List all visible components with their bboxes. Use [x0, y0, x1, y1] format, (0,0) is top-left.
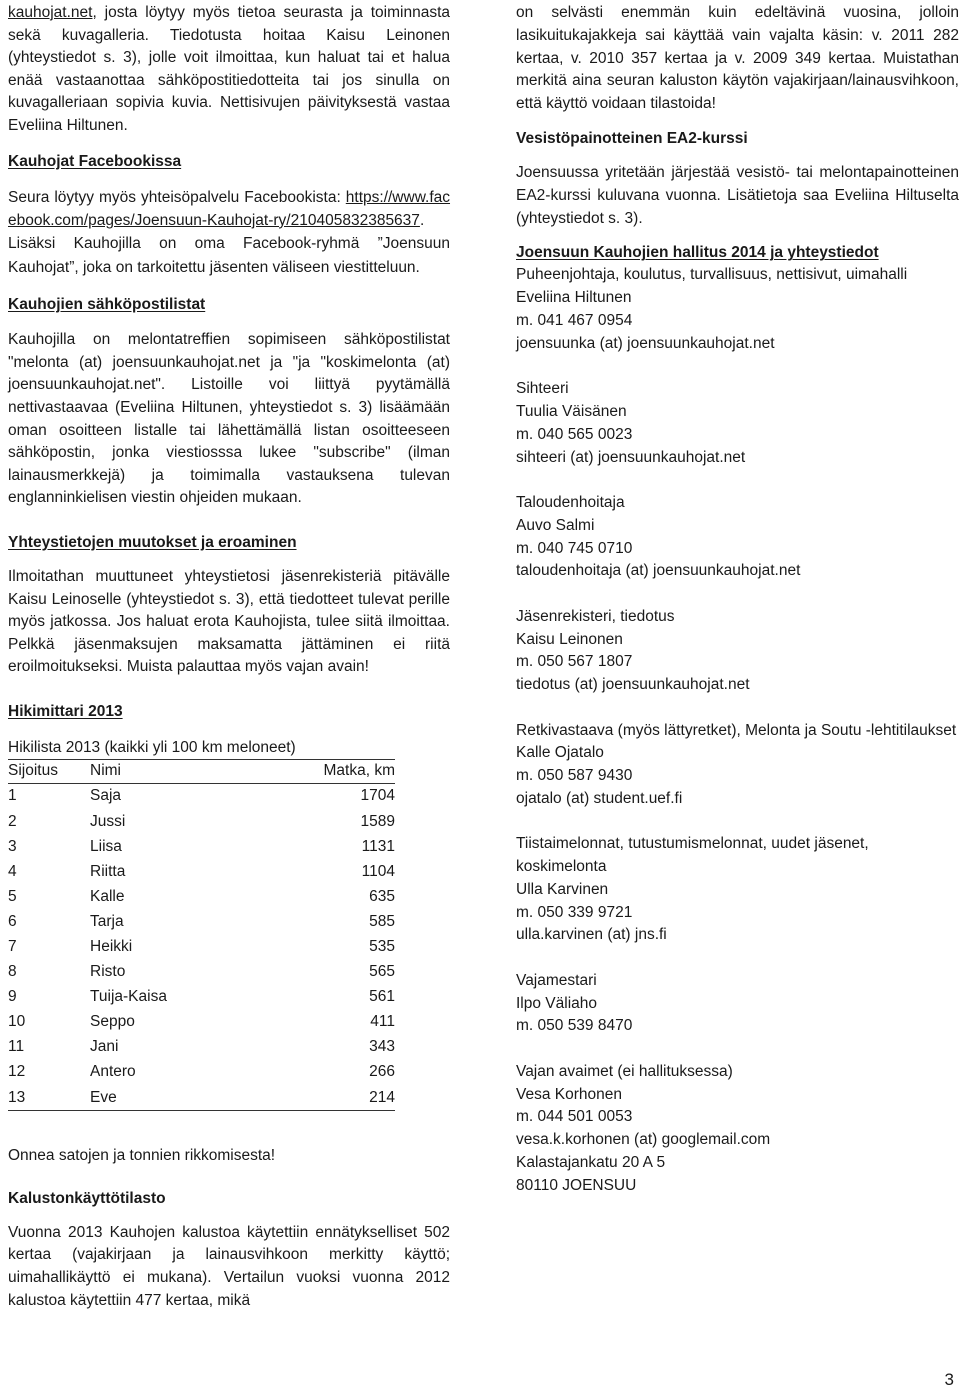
name-cell: Nimi — [90, 759, 240, 783]
distance-cell: 561 — [369, 988, 395, 1006]
rank-cell: 10 — [8, 1013, 26, 1031]
contact-line: 80110 JOENSUU — [516, 1176, 637, 1194]
facebook-text-before: Seura löytyy myös yhteisöpalvelu Facebookista: — [8, 188, 341, 206]
name-cell: Seppo — [90, 1013, 135, 1031]
rank-cell: 2 — [8, 812, 17, 830]
table-row — [8, 1060, 395, 1085]
name-cell: Risto — [90, 963, 126, 981]
distance-cell: 535 — [369, 938, 395, 956]
distance-cell: 1104 — [361, 862, 395, 880]
board-contact-group — [516, 492, 959, 583]
email-lists-heading: Kauhojien sähköpostilistat — [8, 296, 206, 314]
page-number: 3 — [944, 1370, 954, 1389]
contact-line: m. 050 539 8470 — [516, 1017, 633, 1035]
contact-line: taloudenhoitaja (at) joensuunkauhojat.net — [516, 562, 801, 580]
contact-line: ojatalo (at) student.uef.fi — [516, 789, 683, 807]
board-contact-group — [516, 720, 959, 811]
hikimittari-table — [8, 759, 395, 1111]
board-contact-list — [516, 264, 959, 1197]
contact-line: m. 050 567 1807 — [516, 653, 633, 671]
contact-line: Vajan avaimet (ei hallituksessa) — [516, 1062, 733, 1080]
contact-line: m. 040 565 0023 — [516, 425, 633, 443]
distance-cell: 1704 — [360, 787, 395, 805]
facebook-heading: Kauhojat Facebookissa — [8, 152, 182, 170]
site-link[interactable]: kauhojat.net — [8, 4, 93, 21]
intro-text: , josta löytyy myös tietoa seurasta ja toiminnasta sekä kuvagalleria. Tiedotusta hoitaa Kaisu Leinonen (yhteystiedot s. 3), jolle voit ilmoittaa, kun haluat tai et halua enää vastaanottaa sähköpostitiedotteita tai jos sinulla on kuvagalleriaan sopivia kuvia. Nettisivujen päivityksestä vastaa Eveliina Hiltunen. — [8, 4, 450, 134]
table-row — [8, 884, 395, 909]
table-row — [8, 1010, 395, 1035]
contact-line: Kaisu Leinonen — [516, 630, 623, 648]
contact-line: m. 050 339 9721 — [516, 903, 633, 921]
right-column — [516, 0, 959, 1198]
rank-cell: 13 — [8, 1085, 90, 1111]
contact-line: m. 040 745 0710 — [516, 539, 633, 557]
contact-line: Eveliina Hiltunen — [516, 289, 632, 307]
distance-cell: 266 — [369, 1063, 395, 1081]
table-row — [8, 834, 395, 859]
name-cell: Tarja — [90, 912, 124, 930]
contact-line: Kalle Ojatalo — [516, 744, 604, 762]
table-row — [8, 809, 395, 834]
rank-cell: 5 — [8, 887, 17, 905]
rank-cell: 3 — [8, 837, 17, 855]
name-cell: Heikki — [90, 938, 133, 956]
board-heading: Joensuun Kauhojien hallitus 2014 ja yhteystiedot — [516, 244, 879, 262]
contact-line: Auvo Salmi — [516, 516, 595, 534]
contact-line: m. 050 587 9430 — [516, 767, 633, 785]
table-row — [8, 934, 395, 959]
distance-cell: 1589 — [360, 812, 395, 830]
name-cell: Kalle — [90, 887, 125, 905]
contact-line: Ilpo Väliaho — [516, 994, 598, 1012]
contact-line: Ulla Karvinen — [516, 880, 609, 898]
contact-line: Retkivastaava (myös lättyretket), Melonta ja Soutu -lehtitilaukset — [516, 721, 957, 739]
rank-cell: 12 — [8, 1063, 26, 1081]
board-contact-group — [516, 606, 959, 697]
table-row — [8, 1035, 395, 1060]
contact-changes-paragraph: Ilmoitathan muuttuneet yhteystietosi jäsenrekisteriä pitävälle Kaisu Leinoselle (yhteystiedot s. 3), että tiedotteet tulevat perille myös jatkossa. Jos haluat erota Kauhojista, tulee siitä ilmoittaa. Pelkkä jäsenmaksujen maksamatta jättäminen ei riitä eroilmoitukseksi. Muista palauttaa myös vajan avain! — [8, 567, 450, 676]
table-header-row — [8, 759, 395, 783]
board-contact-group — [516, 970, 959, 1038]
name-cell: Tuija-Kaisa — [90, 988, 167, 1006]
contact-line: Vajamestari — [516, 971, 597, 989]
contact-line: Taloudenhoitaja — [516, 493, 625, 511]
distance-cell: 1131 — [361, 837, 395, 855]
ea2-heading: Vesistöpainotteinen EA2-kurssi — [516, 129, 748, 147]
name-cell: Jussi — [90, 812, 126, 830]
rank-cell: Sijoitus — [8, 759, 90, 783]
board-contact-group — [516, 833, 959, 947]
name-cell: Saja — [90, 787, 122, 805]
name-cell: Jani — [90, 1038, 119, 1056]
contact-line: Sihteeri — [516, 380, 569, 398]
rank-cell: 11 — [8, 1038, 25, 1056]
name-cell: Riitta — [90, 862, 126, 880]
contact-line: m. 044 501 0053 — [516, 1108, 633, 1126]
ea2-paragraph: Joensuussa yritetään järjestää vesistö- tai melontapainotteinen EA2-kurssi kuluvana vuonna. Lisätietoja saa Eveliina Hiltuselta (yhteystiedot s. 3). — [516, 163, 959, 227]
distance-cell: 635 — [369, 887, 395, 905]
usage-stats-paragraph: Vuonna 2013 Kauhojen kalustoa käytettiin ennätykselliset 502 kertaa (vajakirjaan ja lainausvihkoon merkitty käyttö; uimahallikäyttö ei mukana). Vertailun vuoksi vuonna 2012 kalustoa käytettiin 477 kertaa, mikä — [8, 1223, 450, 1309]
contact-line: sihteeri (at) joensuunkauhojat.net — [516, 448, 746, 466]
rank-cell: 8 — [8, 963, 17, 981]
distance-cell: 565 — [369, 963, 395, 981]
left-column — [8, 0, 450, 1312]
table-row — [8, 859, 395, 884]
board-contact-group — [516, 264, 959, 355]
distance-cell: 214 — [240, 1085, 395, 1111]
facebook-link[interactable]: https://www.facebook.com/pages/Joensuun-Kauhojat-ry/210405832385637 — [8, 188, 451, 229]
contact-line: ulla.karvinen (at) jns.fi — [516, 926, 667, 944]
distance-cell: 585 — [369, 912, 395, 930]
email-lists-paragraph: Kauhojilla on melontatreffien sopimiseen sähköpostilistat "melonta (at) joensuunkauhojat.net ja "ja "koskimelonta (at) joensuunkauhojat.net". Listoille voi liittyä pyytämällä nettivastaavaa (Eveliina Hiltunen, yhteystiedot s. 3) lisäämään oman osoitteen listalle tai lähettämällä listan osoitteeseen sähköpostin, jonka viestiosssa lukee "subscribe" (ilman lainausmerkkejä) ja toimimalla vastauksena tulevan englanninkielisen viestin ohjeiden mukaan. — [8, 331, 450, 507]
contact-changes-heading: Yhteystietojen muutokset ja eroaminen — [8, 533, 297, 551]
hikimittari-congrats: Onnea satojen ja tonnien rikkomisesta! — [8, 1147, 276, 1165]
rank-cell: 7 — [8, 938, 17, 956]
facebook-paragraph — [8, 186, 450, 280]
usage-continuation: on selvästi enemmän kuin edeltävinä vuosina, jolloin lasikuitukajakkeja sai käyttää vain vajalta käsin: v. 2011 282 kertaa, v. 2010 357 kertaa ja v. 2009 349 kertaa. Muistathan merkitä aina seuran kaluston käytön vajakirjaan/lainausvihkoon, että käyttö voidaan tilastoida! — [516, 4, 959, 113]
contact-line: Tiistaimelonnat, tutustumismelonnat, uudet jäsenet, koskimelonta — [516, 835, 869, 876]
intro-paragraph — [8, 2, 450, 138]
contact-line: Puheenjohtaja, koulutus, turvallisuus, nettisivut, uimahalli — [516, 266, 908, 284]
board-contact-group — [516, 1061, 959, 1198]
name-cell: Liisa — [90, 837, 122, 855]
rank-cell: 6 — [8, 912, 17, 930]
name-cell: Antero — [90, 1063, 136, 1081]
contact-line: vesa.k.korhonen (at) googlemail.com — [516, 1131, 771, 1149]
contact-line: Kalastajankatu 20 A 5 — [516, 1154, 666, 1172]
board-contact-group — [516, 378, 959, 469]
rank-cell: 1 — [8, 787, 17, 805]
contact-line: Jäsenrekisteri, tiedotus — [516, 607, 675, 625]
distance-cell: 411 — [370, 1013, 395, 1031]
rank-cell: 4 — [8, 862, 17, 880]
table-row — [8, 783, 395, 809]
table-row — [8, 1085, 395, 1111]
contact-line: tiedotus (at) joensuunkauhojat.net — [516, 676, 750, 694]
contact-line: m. 041 467 0954 — [516, 311, 633, 329]
table-row — [8, 960, 395, 985]
table-row — [8, 985, 395, 1010]
hikimittari-caption: Hikilista 2013 (kaikki yli 100 km meloneet) — [8, 738, 296, 756]
usage-stats-heading: Kalustonkäyttötilasto — [8, 1189, 166, 1207]
contact-line: Tuulia Väisänen — [516, 402, 627, 420]
name-cell: Eve — [90, 1085, 240, 1111]
hikimittari-heading: Hikimittari 2013 — [8, 702, 123, 720]
contact-line: joensuunka (at) joensuunkauhojat.net — [516, 334, 775, 352]
rank-cell: 9 — [8, 988, 17, 1006]
distance-cell: 343 — [369, 1038, 395, 1056]
facebook-text-after: . Lisäksi Kauhojilla on oma Facebook-ryhmä ”Joensuun Kauhojat”, joka on tarkoitettu jäsenten väliseen viestitteluun. — [8, 211, 450, 276]
contact-line: Vesa Korhonen — [516, 1085, 623, 1103]
table-row — [8, 909, 395, 934]
distance-cell: Matka, km — [240, 759, 395, 783]
